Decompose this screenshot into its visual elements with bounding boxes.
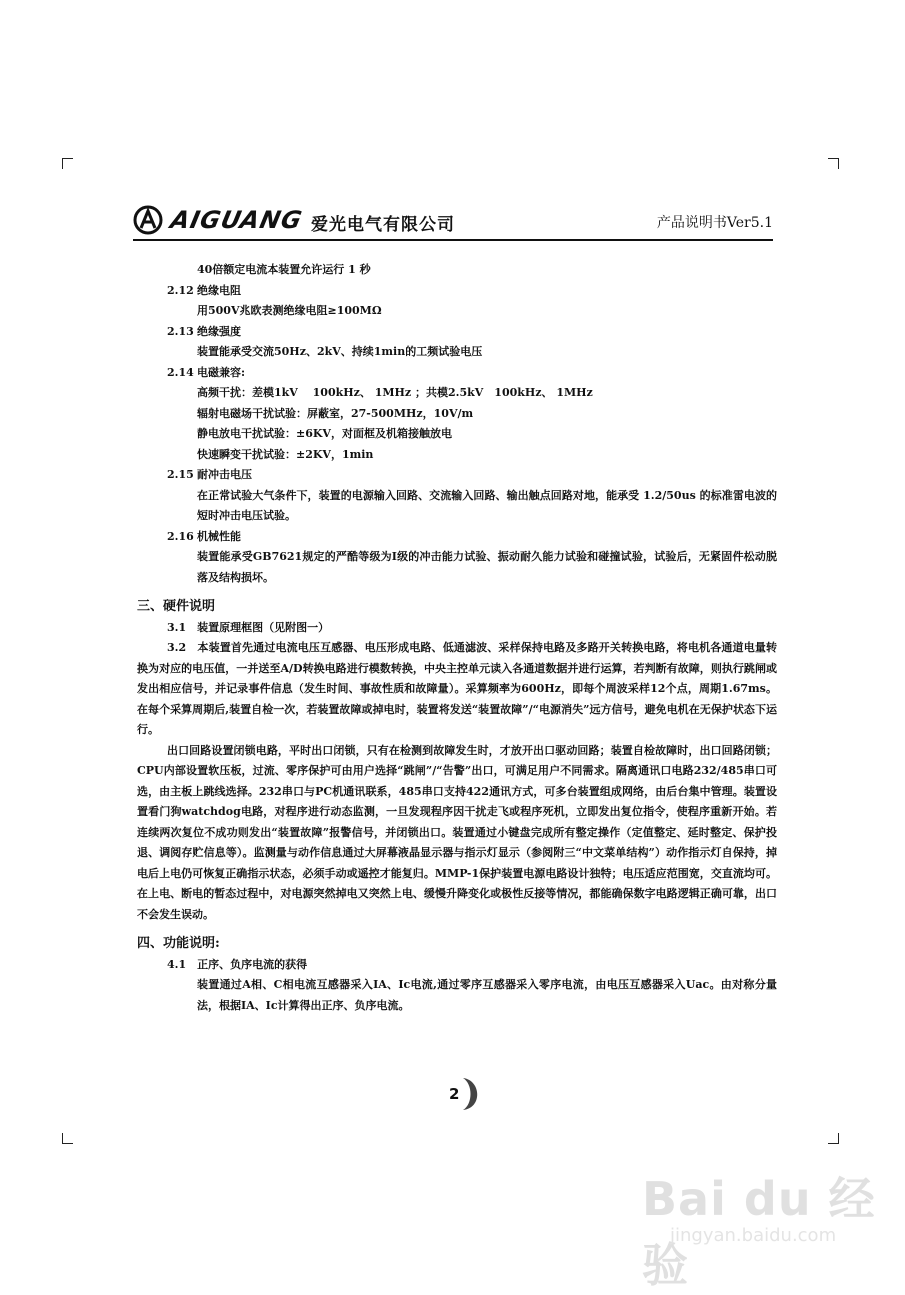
header-rule	[133, 239, 773, 241]
page-number	[445, 1076, 485, 1112]
crop-mark-top-right	[828, 158, 839, 169]
watermark-url: jingyan.baidu.com	[670, 1225, 837, 1246]
company-logo-icon	[133, 205, 163, 235]
company-name: 爱光电气有限公司	[311, 215, 455, 235]
section-2-12-heading: 2.12 绝缘电阻	[167, 283, 241, 297]
baidu-jingyan-watermark	[642, 1163, 882, 1292]
crop-mark-bottom-left	[62, 1133, 73, 1144]
brand-name: AIGUANG	[168, 206, 305, 234]
emc-line: 辐射电磁场干扰试验：屏蔽室，27-500MHz，10V/m	[197, 406, 474, 420]
section-4-heading: 四、功能说明:	[137, 936, 220, 951]
emc-line: 静电放电干扰试验：±6KV，对面框及机箱接触放电	[197, 427, 452, 440]
crop-mark-top-left	[62, 158, 73, 169]
section-2-13-heading: 2.13 绝缘强度	[167, 324, 241, 338]
section-2-16-text: 装置能承受GB7621规定的严酷等级为Ⅰ级的冲击能力试验、振动耐久能力试验和碰撞试验，试验后，无紧固件松动脱落及结构损坏。	[197, 550, 777, 584]
document-title: 产品说明书Ver5.1	[656, 215, 773, 231]
section-2-15-heading: 2.15 耐冲击电压	[167, 468, 252, 481]
rated-current-note: 40倍额定电流本装置允许运行 1 秒	[197, 263, 371, 276]
section-4-1: 4.1 正序、负序电流的获得	[167, 957, 308, 971]
page-number-crescent-icon	[457, 1076, 483, 1112]
watermark-logo: Bai du 经验	[642, 1172, 876, 1292]
crop-mark-bottom-right	[828, 1133, 839, 1144]
page-header	[133, 202, 773, 238]
emc-line: 快速瞬变干扰试验：±2KV，1min	[197, 447, 374, 461]
section-3-2-paragraph: 3.2 本装置首先通过电流电压互感器、电压形成电路、低通滤波、采样保持电路及多路开关转换电路，将电机各通道电量转换为对应的电压值，一并送至A/D转换电路进行模数转换，中央主控单元读入各通道数据并进行运算，若判断有故障，则执行跳闸或发出相应信号，并记录事件信息（发生时间、事故性质和故障量）。采算频率为600Hz，即每个周波采样12个点，周期1.67ms。在每个采算周期后,装置自检一次，若装置故障或掉电时，装置将发送“装置故障”/“电源消失”远方信号，避免电机在无保护状态下运行。	[137, 641, 777, 736]
section-2-14-heading: 2.14 电磁兼容:	[167, 365, 246, 379]
section-4-1-text: 装置通过A相、C相电流互感器采入IA、Ic电流,通过零序互感器采入零序电流，由电压互感器采入Uac。由对称分量法，根据IA、Ic计算得出正序、负序电流。	[197, 978, 777, 1012]
emc-line: 高频干扰：差模1kV 100kHz、 1MHz ；共模2.5kV 100kHz、 1MHz	[197, 386, 593, 399]
section-2-15-text: 在正常试验大气条件下，装置的电源输入回路、交流输入回路、输出触点回路对地，能承受 1.2/50us 的标准雷电波的短时冲击电压试验。	[197, 488, 777, 522]
document-body	[137, 260, 777, 1016]
section-2-16-heading: 2.16 机械性能	[167, 529, 241, 543]
section-2-12-text: 用500V兆欧表测绝缘电阻≥100MΩ	[197, 304, 382, 317]
section-3-heading: 三、硬件说明	[137, 599, 216, 614]
section-2-13-text: 装置能承受交流50Hz、2kV、持续1min的工频试验电压	[197, 345, 483, 358]
section-3-1: 3.1 装置原理框图（见附图一）	[167, 620, 330, 634]
page-number-text: 2	[449, 1085, 460, 1103]
section-3-2-paragraph-2: 出口回路设置闭锁电路，平时出口闭锁，只有在检测到故障发生时，才放开出口驱动回路；装置自检故障时，出口回路闭锁；CPU内部设置软压板，过流、零序保护可由用户选择“跳闸”/“告警”出口，可满足用户不同需求。隔离通讯口电路232/485串口可选，由主板上跳线选择。232串口与PC机通讯联系，485串口支持422通讯方式，可多台装置组成网络，由后台集中管理。装置设置看门狗watchdog电路，对程序进行动态监测，一旦发现程序因干扰走飞或程序死机，立即发出复位指令，使程序重新开始。若连续两次复位不成功则发出“装置故障”报警信号，并闭锁出口。装置通过小键盘完成所有整定操作（定值整定、延时整定、保护投退、调阅存贮信息等）。监测量与动作信息通过大屏幕液晶显示器与指示灯显示（参阅附三“中文菜单结构”）动作指示灯自保持，掉电后上电仍可恢复正确指示状态，必须手动或遥控才能复归。MMP-1保护装置电源电路设计独特；电压适应范围宽，交直流均可。在上电、断电的暂态过程中，对电源突然掉电又突然上电、缓慢升降变化或极性反接等情况，都能确保数字电路逻辑正确可靠，出口不会发生误动。	[137, 743, 777, 921]
